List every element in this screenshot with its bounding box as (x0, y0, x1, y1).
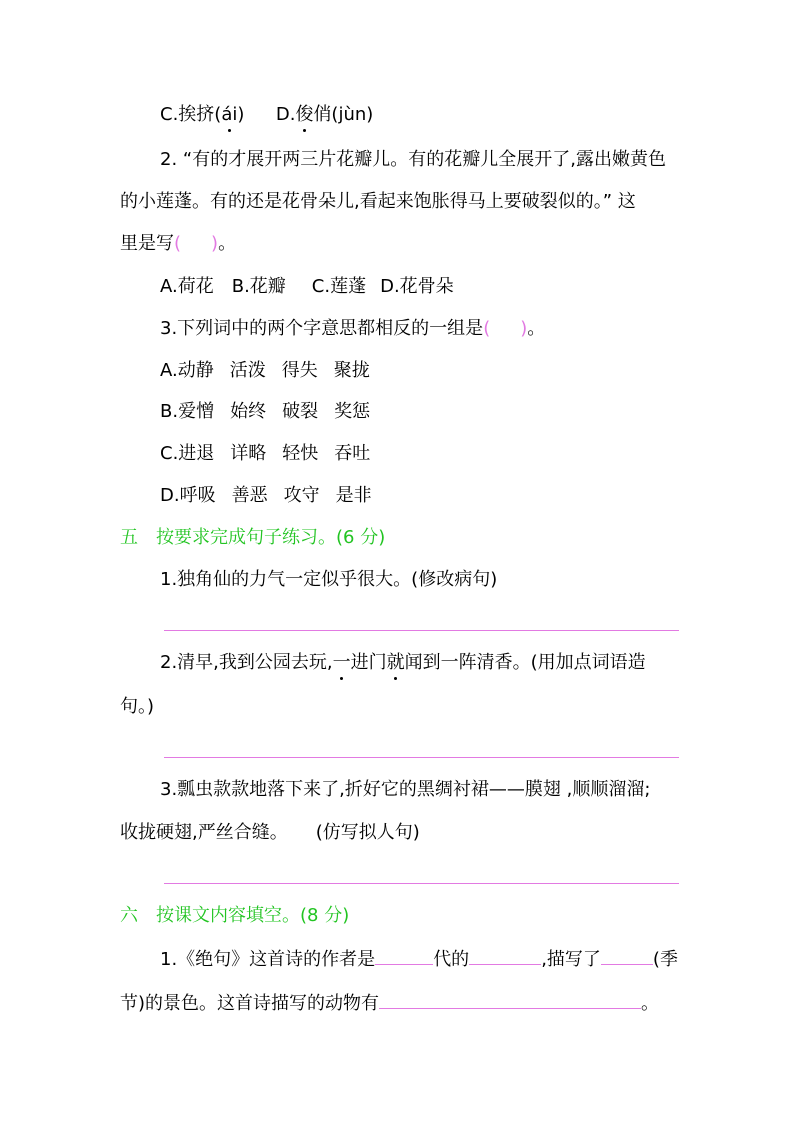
sec6-q1-line-2: 节)的景色。这首诗描写的动物有 。 (120, 990, 659, 1016)
option-d: D.俊俏(jùn) (275, 104, 374, 125)
q2-option-d: D.花骨朵 (380, 276, 454, 297)
option-c: C.挨挤(ái) (160, 104, 245, 125)
q3-option-b: B.爱憎 始终 破裂 奖惩 (160, 401, 371, 422)
animals-blank[interactable] (379, 990, 641, 1009)
q3-option-d: D.呼吸 善恶 攻守 是非 (160, 485, 372, 506)
q2-option-b: B.花瓣 (231, 276, 286, 297)
sec5-q1-answer-line[interactable] (164, 630, 679, 631)
sec6-q1-line-1: 1.《绝句》这首诗的作者是 代的 ,描写了 (季 (160, 946, 678, 972)
section-6-title: 六 按课文内容填空。(8 分) (120, 905, 350, 926)
q2-line-1: 2. “有的才展开两三片花瓣儿。有的花瓣儿全展开了,露出嫩黄色 (160, 149, 666, 170)
q2-line-3: 里是写( )。 (120, 233, 237, 254)
dynasty-blank[interactable] (375, 946, 433, 965)
q3-option-c: C.进退 详略 轻快 吞吐 (160, 443, 371, 464)
emphasis-dot-yi: 一 (332, 652, 351, 673)
q2-line-2: 的小莲蓬。有的还是花骨朵儿,看起来饱胀得马上要破裂似的。” 这 (120, 191, 636, 212)
section-5-title: 五 按要求完成句子练习。(6 分) (120, 527, 386, 548)
season-blank[interactable] (601, 946, 653, 965)
q3-option-a: A.动静 活泼 得失 聚拢 (160, 360, 370, 381)
sec5-q2-line-1: 2.清早,我到公园去玩,一进门就闻到一阵清香。(用加点词语造 (160, 652, 646, 673)
answer-paren-open: ( (174, 233, 182, 254)
sec5-q2-line-2: 句。) (120, 696, 155, 717)
sec5-q1: 1.独角仙的力气一定似乎很大。(修改病句) (160, 569, 498, 590)
q1-options-cd (160, 103, 373, 127)
sec5-q3-line-2: 收拢硬翅,严丝合缝。 (仿写拟人句) (120, 822, 420, 843)
q2-options (160, 275, 454, 299)
q3-text: 3.下列词中的两个字意思都相反的一组是( )。 (160, 318, 546, 339)
sec5-q3-line-1: 3.瓢虫款款地落下来了,折好它的黑绸衬裙——膜翅 ,顺顺溜溜; (160, 779, 651, 800)
sec5-q3-answer-line[interactable] (164, 883, 679, 884)
q2-option-c: C.莲蓬 (311, 276, 367, 297)
emphasis-dot-jiu: 就 (386, 652, 405, 673)
sec5-q2-answer-line[interactable] (164, 757, 679, 758)
q2-option-a: A.荷花 (160, 276, 214, 297)
poet-blank[interactable] (469, 946, 541, 965)
answer-paren-close: ) (211, 233, 219, 254)
